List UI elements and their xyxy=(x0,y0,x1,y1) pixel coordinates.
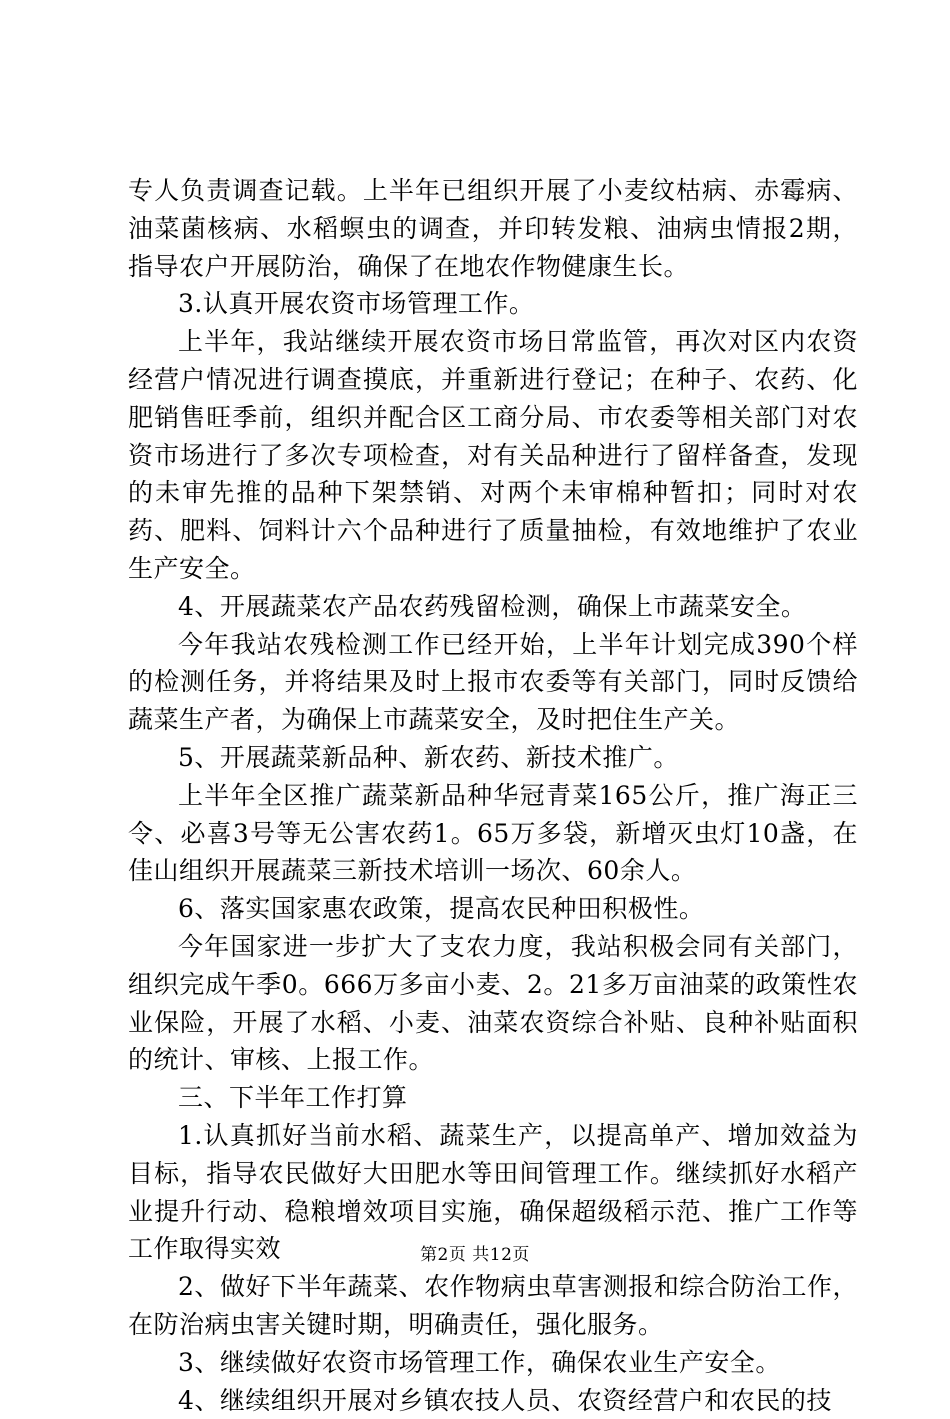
paragraph-subsidy-policy: 今年国家进一步扩大了支农力度，我站积极会同有关部门，组织完成午季0。666万多亩小麦、2。21多万亩油菜的政策性农业保险，开展了水稻、小麦、油菜农资综合补贴、良种补贴面积的统计、审核、上报工作。 xyxy=(128,928,858,1079)
plan-item-4: 4、继续组织开展对乡镇农技人员、农资经营户和农民的技 xyxy=(128,1382,858,1419)
plan-item-1: 1.认真抓好当前水稻、蔬菜生产，以提高单产、增加效益为目标，指导农民做好大田肥水等田间管理工作。继续抓好水稻产业提升行动、稳粮增效项目实施，确保超级稻示范、推广工作等工作取得实效 xyxy=(128,1117,858,1268)
paragraph-pesticide-residue: 今年我站农残检测工作已经开始，上半年计划完成390个样的检测任务，并将结果及时上报市农委等有关部门，同时反馈给蔬菜生产者，为确保上市蔬菜安全，及时把住生产关。 xyxy=(128,626,858,739)
heading-market-management: 3.认真开展农资市场管理工作。 xyxy=(128,285,858,323)
page-number-footer: 第2页 共12页 xyxy=(0,1243,950,1267)
heading-pesticide-residue: 4、开展蔬菜农产品农药残留检测，确保上市蔬菜安全。 xyxy=(128,588,858,626)
plan-item-3: 3、继续做好农资市场管理工作，确保农业生产安全。 xyxy=(128,1344,858,1382)
paragraph-market-management: 上半年，我站继续开展农资市场日常监管，再次对区内农资经营户情况进行调查摸底，并重新进行登记；在种子、农药、化肥销售旺季前，组织并配合区工商分局、市农委等相关部门对农资市场进行了多次专项检查，对有关品种进行了留样备查，发现的未审先推的品种下架禁销、对两个未审棉种暂扣；同时对农药、肥料、饲料计六个品种进行了质量抽检，有效地维护了农业生产安全。 xyxy=(128,323,858,588)
plan-item-2: 2、做好下半年蔬菜、农作物病虫草害测报和综合防治工作，在防治病虫害关键时期，明确责任，强化服务。 xyxy=(128,1268,858,1344)
heading-new-varieties: 5、开展蔬菜新品种、新农药、新技术推广。 xyxy=(128,739,858,777)
paragraph-pest-survey: 专人负责调查记载。上半年已组织开展了小麦纹枯病、赤霉病、油菜菌核病、水稻螟虫的调查，并印转发粮、油病虫情报2期，指导农户开展防治，确保了在地农作物健康生长。 xyxy=(128,172,858,285)
heading-subsidy-policy: 6、落实国家惠农政策，提高农民种田积极性。 xyxy=(128,890,858,928)
paragraph-new-varieties: 上半年全区推广蔬菜新品种华冠青菜165公斤，推广海正三令、必喜3号等无公害农药1。65万多袋，新增灭虫灯10盏，在佳山组织开展蔬菜三新技术培训一场次、60余人。 xyxy=(128,777,858,890)
document-body xyxy=(128,172,858,1419)
section-heading-plan: 三、下半年工作打算 xyxy=(128,1079,858,1117)
